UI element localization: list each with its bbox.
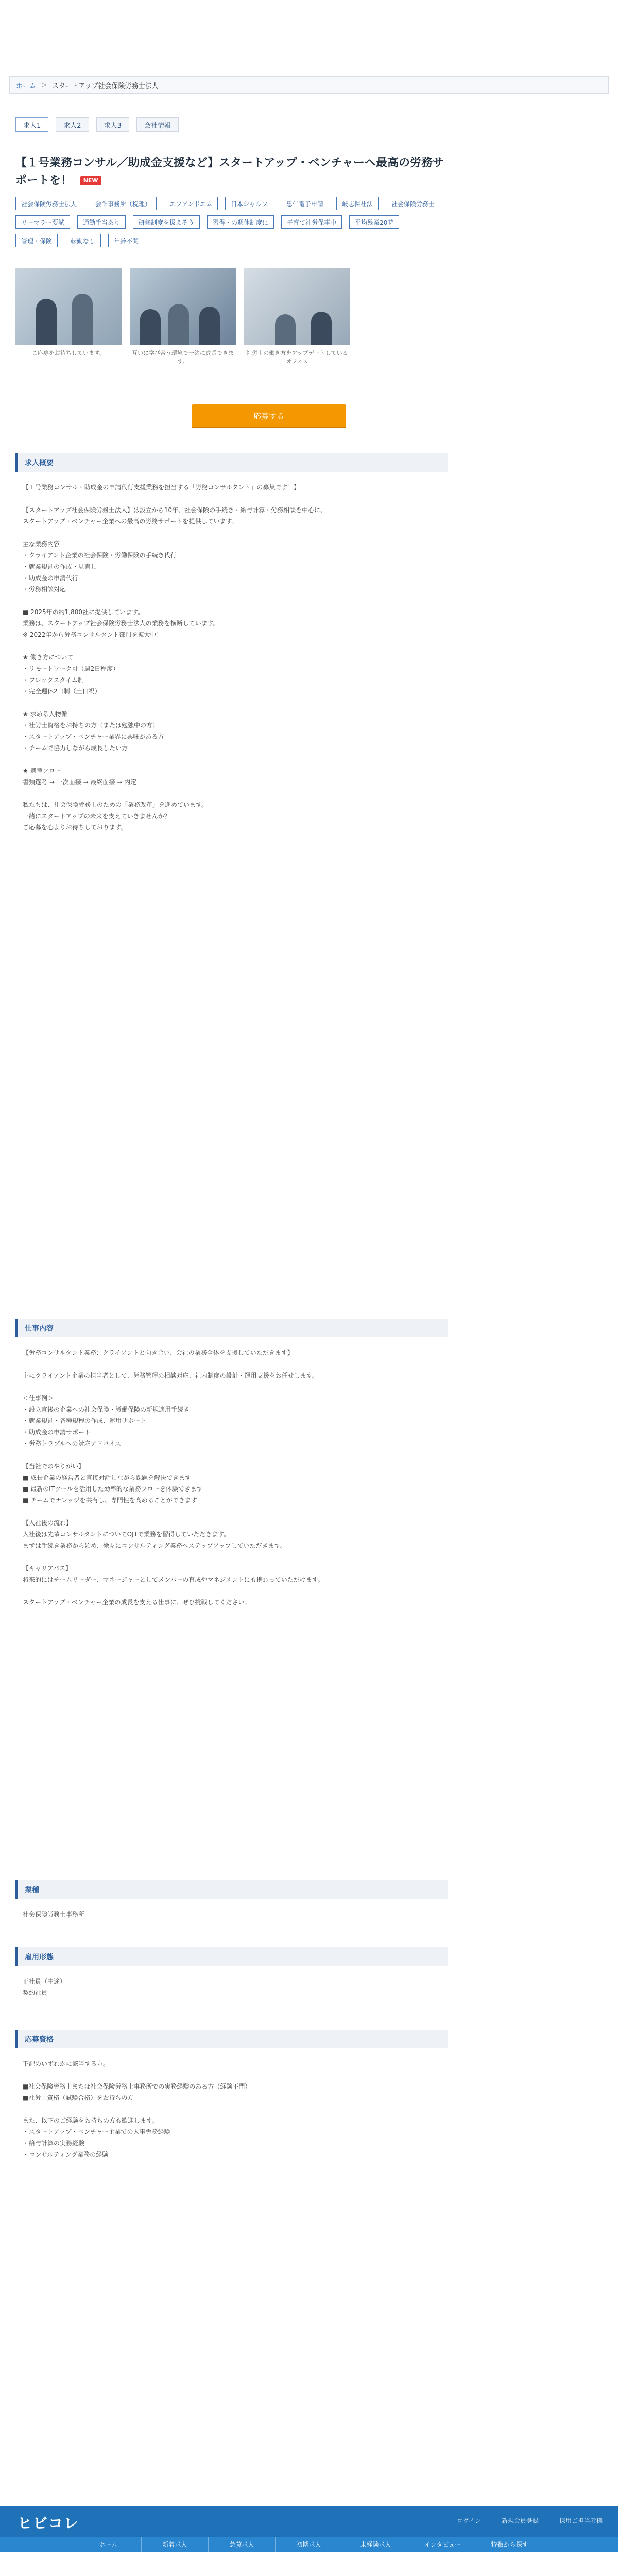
employer-link[interactable]: 採用ご担当者様 bbox=[559, 2517, 603, 2524]
login-link[interactable]: ログイン bbox=[456, 2517, 481, 2524]
job-tag[interactable]: リーマラー要試 bbox=[15, 215, 70, 229]
office-photo[interactable] bbox=[130, 268, 236, 345]
tab-job-2[interactable]: 求人2 bbox=[56, 117, 89, 132]
footer-nav-item[interactable]: 初期求人 bbox=[276, 2537, 342, 2552]
site-footer-bar bbox=[0, 2506, 618, 2537]
job-tag[interactable]: 忠仁電子申請 bbox=[281, 197, 329, 210]
job-tag[interactable]: 日本シャルフ bbox=[225, 197, 273, 210]
apply-button[interactable]: 応募する bbox=[192, 404, 346, 427]
person-figure bbox=[199, 307, 220, 345]
photo-item bbox=[130, 268, 236, 366]
photo-caption: ご応募をお待ちしています。 bbox=[31, 350, 106, 357]
register-link[interactable]: 新規会員登録 bbox=[501, 2517, 539, 2524]
job-tag[interactable]: 社会保険労務士法人 bbox=[15, 197, 82, 210]
job-tag[interactable]: 岐志保社法 bbox=[336, 197, 379, 210]
job-title bbox=[15, 155, 448, 190]
photo-caption: 社労士の働き方をアップデートしているオフィス bbox=[246, 350, 348, 365]
site-logo[interactable]: ヒビコレ bbox=[18, 2515, 80, 2532]
photo-item bbox=[15, 268, 122, 366]
job-tag[interactable]: 子育て社労保事中 bbox=[281, 215, 342, 229]
section-industry-title: 業種 bbox=[15, 1880, 448, 1899]
footer-nav-item[interactable]: ホーム bbox=[75, 2537, 142, 2552]
job-tag[interactable]: 会計事務所（税理） bbox=[90, 197, 157, 210]
person-figure bbox=[311, 312, 332, 345]
job-tag[interactable]: 年齢不問 bbox=[108, 234, 144, 247]
job-tag[interactable]: 社会保険労務士 bbox=[386, 197, 440, 210]
breadcrumb-separator: > bbox=[41, 81, 47, 89]
breadcrumb-home-link[interactable]: ホーム bbox=[16, 82, 37, 90]
job-tag[interactable]: 転勤なし bbox=[65, 234, 101, 247]
photo-caption: 互いに学び合う環境で一緒に成長できます。 bbox=[132, 350, 234, 365]
photo-item bbox=[244, 268, 350, 366]
job-tag[interactable]: 習得・の週休制度に bbox=[207, 215, 274, 229]
breadcrumb bbox=[9, 76, 609, 94]
photo-gallery bbox=[15, 268, 350, 366]
footer-nav-item[interactable]: 特徴から探す bbox=[476, 2537, 543, 2552]
section-employment-body: 正社員（中途） 契約社員 bbox=[23, 1978, 66, 1996]
footer-nav bbox=[0, 2537, 618, 2552]
job-tag[interactable]: 研修制度を扱えそう bbox=[133, 215, 200, 229]
footer-links bbox=[457, 2516, 603, 2525]
job-tag[interactable]: 管理・保険 bbox=[15, 234, 58, 247]
office-photo[interactable] bbox=[244, 268, 350, 345]
section-work-body: 【労務コンサルタント業務：クライアントと向き合い、会社の業務全体を支援していただきます】 主にクライアント企業の担当者として、労務管理の相談対応、社内制度の設計・運用支援をお任せします。 ＜仕事例＞ ・設立直後の企業への社会保険・労働保険の新規適用手続き ・就業規則・各種規程の作成、運用サポート ・助成金の申請サポート ・労務トラブルへの対応アドバイス 【当社でのやりがい】 ■ 成長企業の経営者と直接対話しながら課題を解決できます ■ 最新のITツールを活用した効率的な業務フローを体験できます ■ チームでナレッジを共有し、専門性を高めることができます 【入社後の流れ】 入社後は先輩コンサルタントについてOJTで業務を習得していただきます。 まずは手続き業務から始め、徐々にコンサルティング業務へステップアップしていただきます。 【キャリアパス】 将来的にはチームリーダー、マネージャーとしてメンバーの育成やマネジメントにも携わっていただけます。 スタートアップ・ベンチャー企業の成長を支える仕事に、ぜひ挑戦してください。 bbox=[23, 1349, 324, 1606]
section-industry-body: 社会保険労務士事務所 bbox=[23, 1911, 85, 1918]
section-requirements-title: 応募資格 bbox=[15, 2030, 448, 2048]
footer-nav-item[interactable]: 新着求人 bbox=[142, 2537, 209, 2552]
new-badge: NEW bbox=[80, 176, 101, 185]
person-figure bbox=[168, 304, 189, 345]
section-overview-body: 【１号業務コンサル・助成金の申請代行支援業務を担当する「労務コンサルタント」の募集です！】 【スタートアップ社会保険労務士法人】は設立から10年、社会保険の手続き・給与計算・労務相談を中心に、 スタートアップ・ベンチャー企業への最高の労務サポートを提供しています。 主な業務内容 ・クライアント企業の社会保険・労働保険の手続き代行 ・就業規則の作成・見直し ・助成金の申請代行 ・労務相談対応 ■ 2025年の約1,800社に提供しています。 業務は、スタートアップ社会保険労務士法人の業務を横断しています。 ※ 2022年から労務コンサルタント部門を拡大中！ ★ 働き方について ・リモートワーク可（週2日程度） ・フレックスタイム制 ・完全週休2日制（土日祝） ★ 求める人物像 ・社労士資格をお持ちの方（または勉強中の方） ・スタートアップ・ベンチャー業界に興味がある方 ・チームで協力しながら成長したい方 ★ 選考フロー 書類選考 → 一次面接 → 最終面接 → 内定 私たちは、社会保険労務士のための「業務改革」を進めています。 一緒にスタートアップの未来を支えていきませんか？ ご応募を心よりお待ちしております。 bbox=[23, 484, 327, 831]
section-requirements-body: 下記のいずれかに該当する方。 ■社会保険労務士または社会保険労務士事務所での実務経験のある方（経験不問） ■社労士資格（試験合格）をお持ちの方 また、以下のご経験をお持ちの方も歓迎します。 ・スタートアップ・ベンチャー企業での人事労務経験 ・給与計算の実務経験 ・コンサルティング業務の経験 bbox=[23, 2060, 251, 2158]
job-tag[interactable]: 通勤手当あり bbox=[77, 215, 126, 229]
person-figure bbox=[72, 294, 93, 345]
tab-company-info[interactable]: 会社情報 bbox=[136, 117, 179, 132]
job-tag[interactable]: 平均残業20時 bbox=[349, 215, 399, 229]
office-photo[interactable] bbox=[15, 268, 122, 345]
breadcrumb-current: スタートアップ社会保険労務士法人 bbox=[52, 82, 159, 90]
job-tags bbox=[15, 197, 448, 247]
tab-job-3[interactable]: 求人3 bbox=[96, 117, 129, 132]
footer-nav-item[interactable]: 急募求人 bbox=[209, 2537, 276, 2552]
person-figure bbox=[140, 309, 161, 345]
person-figure bbox=[275, 314, 296, 345]
person-figure bbox=[36, 299, 57, 345]
tab-job-1[interactable]: 求人1 bbox=[15, 117, 48, 132]
footer-nav-item[interactable]: 未経験求人 bbox=[342, 2537, 409, 2552]
section-overview-title: 求人概要 bbox=[15, 453, 448, 472]
job-tag[interactable]: エフアンドエム bbox=[164, 197, 218, 210]
footer-nav-item[interactable]: インタビュー bbox=[409, 2537, 476, 2552]
section-employment-title: 雇用形態 bbox=[15, 1947, 448, 1966]
section-work-title: 仕事内容 bbox=[15, 1319, 448, 1337]
job-title-text: 【１号業務コンサル／助成金支援など】スタートアップ・ベンチャーへ最高の労務サポートを！ bbox=[15, 157, 444, 187]
job-tabs bbox=[15, 117, 179, 132]
